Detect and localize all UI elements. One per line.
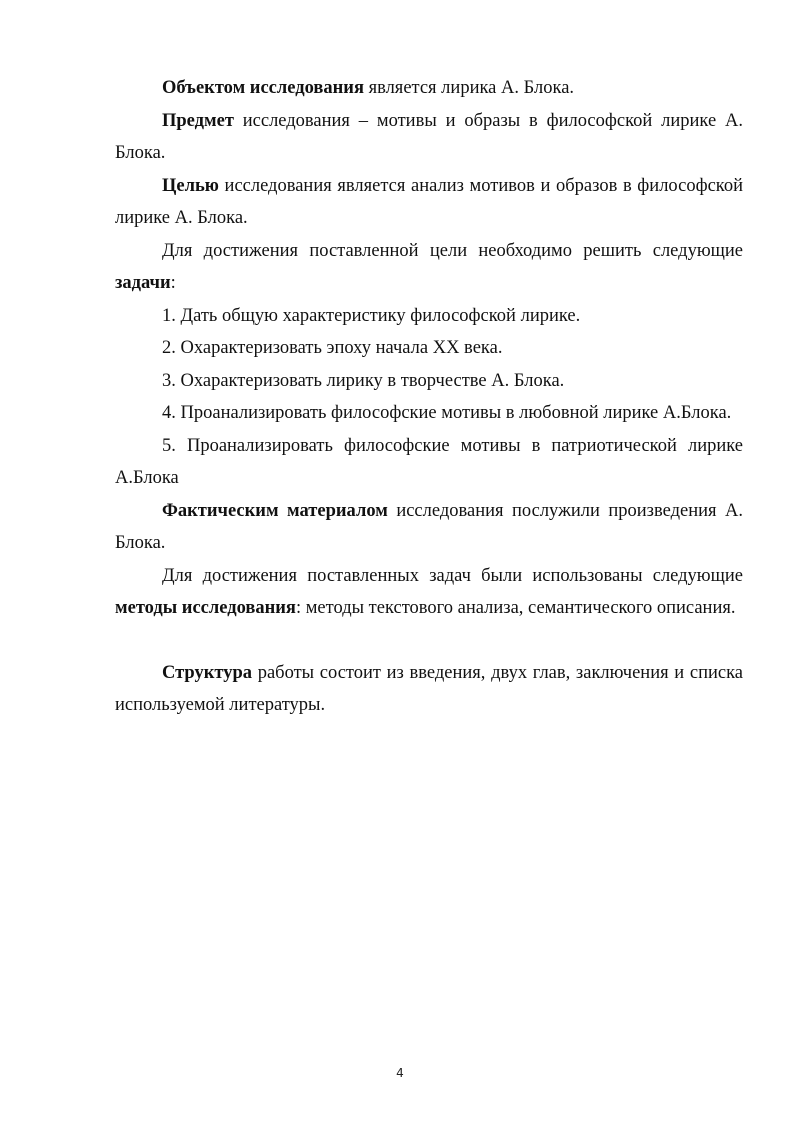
subject-term: Предмет bbox=[162, 110, 234, 131]
tasks-intro-text: Для достижения поставленной цели необходимо решить следующие bbox=[162, 240, 743, 261]
page-number: 4 bbox=[396, 1066, 404, 1080]
methods-tail: : методы текстового анализа, семантического описания. bbox=[295, 598, 736, 618]
task-item: 2. Охарактеризовать эпоху начала XX века. bbox=[162, 338, 503, 358]
material-paragraph bbox=[115, 495, 743, 560]
page-body bbox=[115, 72, 743, 722]
structure-paragraph bbox=[115, 657, 743, 722]
material-term: Фактическим материалом bbox=[162, 500, 388, 521]
object-term: Объектом исследования bbox=[162, 78, 364, 98]
task-item: 4. Проанализировать философские мотивы в любовной лирике А.Блока. bbox=[162, 403, 732, 423]
object-paragraph bbox=[115, 72, 743, 105]
methods-term: методы исследования bbox=[115, 598, 296, 618]
task-item: 1. Дать общую характеристику философской лирике. bbox=[162, 305, 581, 326]
goal-paragraph bbox=[115, 170, 743, 235]
goal-text: исследования является анализ мотивов и образов в философской лирике А. Блока. bbox=[115, 175, 743, 228]
goal-term: Целью bbox=[162, 175, 219, 196]
object-text: является лирика А. Блока. bbox=[363, 78, 575, 98]
structure-text: работы состоит из введения, двух глав, заключения и списка используемой литературы. bbox=[115, 662, 743, 715]
material-text: исследования послужили произведения А. Блока. bbox=[115, 500, 743, 553]
subject-paragraph bbox=[115, 105, 743, 170]
methods-text: Для достижения поставленных задач были использованы следующие bbox=[162, 565, 743, 586]
tasks-term: задачи bbox=[115, 273, 171, 293]
tasks-intro-paragraph bbox=[115, 235, 743, 300]
task-item: 5. Проанализировать философские мотивы в патриотической лирике А.Блока bbox=[115, 435, 743, 488]
methods-paragraph bbox=[115, 560, 743, 625]
subject-text: исследования – мотивы и образы в философской лирике А. Блока. bbox=[115, 110, 743, 163]
tasks-intro-tail: : bbox=[170, 273, 176, 293]
task-item: 3. Охарактеризовать лирику в творчестве А. Блока. bbox=[162, 370, 565, 391]
structure-term: Структура bbox=[162, 662, 253, 683]
